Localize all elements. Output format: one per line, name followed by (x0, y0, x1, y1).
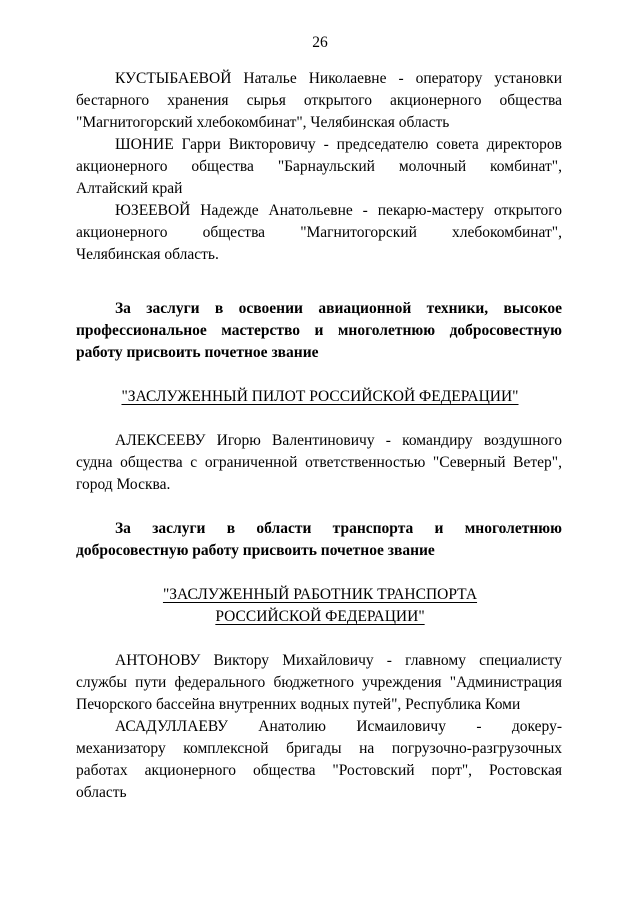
honorary-title-transport-cont (0, 606, 640, 628)
awardee-kustybaeva: КУСТЫБАЕВОЙ Наталье Николаевне - оператору установки (115, 70, 562, 87)
awardee-list-continued (76, 68, 562, 266)
decree-aviation-line-2: профессиональное мастерство и многолетнюю добросовестную (76, 322, 562, 339)
awardee-kustybaeva-line-3: "Магнитогорский хлебокомбинат", Челябинская область (76, 114, 450, 131)
awardee-antonov: АНТОНОВУ Виктору Михайловичу - главному специалисту (115, 652, 562, 669)
awardee-yuzeeva: ЮЗЕЕВОЙ Надежде Анатольевне - пекарю-мастеру открытого (115, 202, 562, 219)
awardee-list-pilot (76, 430, 562, 496)
awardee-antonov-line-2: службы пути федерального бюджетного учреждения "Администрация (76, 674, 562, 691)
decree-aviation (76, 298, 562, 364)
awardee-yuzeeva-line-2: акционерного общества "Магнитогорский хлебокомбинат", (76, 224, 562, 241)
decree-transport-line-2: добросовестную работу присвоить почетное звание (76, 542, 435, 559)
decree-aviation-line-1: За заслуги в освоении авиационной техники, высокое (115, 300, 562, 317)
decree-transport (76, 518, 562, 562)
awardee-alekseev-line-3: город Москва. (76, 476, 171, 493)
awardee-asadullaev: АСАДУЛЛАЕВУ Анатолию Исмаиловичу - докеру- (115, 718, 562, 735)
page-number: 26 (312, 34, 328, 51)
honorary-title-transport-line-2: РОССИЙСКОЙ ФЕДЕРАЦИИ" (215, 608, 425, 625)
awardee-asadullaev-line-2: механизатору комплексной бригады на погрузочно-разгрузочных (76, 740, 562, 757)
awardee-kustybaeva-line-2: бестарного хранения сырья открытого акционерного общества (76, 92, 562, 109)
decree-aviation-line-3: работу присвоить почетное звание (76, 344, 319, 361)
awardee-yuzeeva-line-3: Челябинская область. (76, 246, 219, 263)
honorary-title-pilot (0, 386, 640, 408)
awardee-asadullaev-line-3: работах акционерного общества "Ростовский порт", Ростовская (76, 762, 562, 779)
awardee-antonov-line-3: Печорского бассейна внутренних водных путей", Республика Коми (76, 696, 521, 713)
awardee-shonie-line-3: Алтайский край (76, 180, 183, 197)
decree-transport-line-1: За заслуги в области транспорта и многолетнюю (115, 520, 562, 537)
awardee-alekseev-line-2: судна общества с ограниченной ответственностью "Северный Ветер", (76, 454, 562, 471)
honorary-title-pilot-text: "ЗАСЛУЖЕННЫЙ ПИЛОТ РОССИЙСКОЙ ФЕДЕРАЦИИ" (121, 388, 519, 405)
awardee-list-transport (76, 650, 562, 804)
awardee-shonie: ШОНИЕ Гарри Викторовичу - председателю совета директоров (115, 136, 562, 153)
awardee-alekseev: АЛЕКСЕЕВУ Игорю Валентиновичу - командиру воздушного (115, 432, 562, 449)
honorary-title-transport-line-1: "ЗАСЛУЖЕННЫЙ РАБОТНИК ТРАНСПОРТА (162, 586, 478, 603)
awardee-shonie-line-2: акционерного общества "Барнаульский молочный комбинат", (76, 158, 562, 175)
awardee-asadullaev-line-4: область (76, 784, 127, 801)
honorary-title-transport (0, 584, 640, 606)
